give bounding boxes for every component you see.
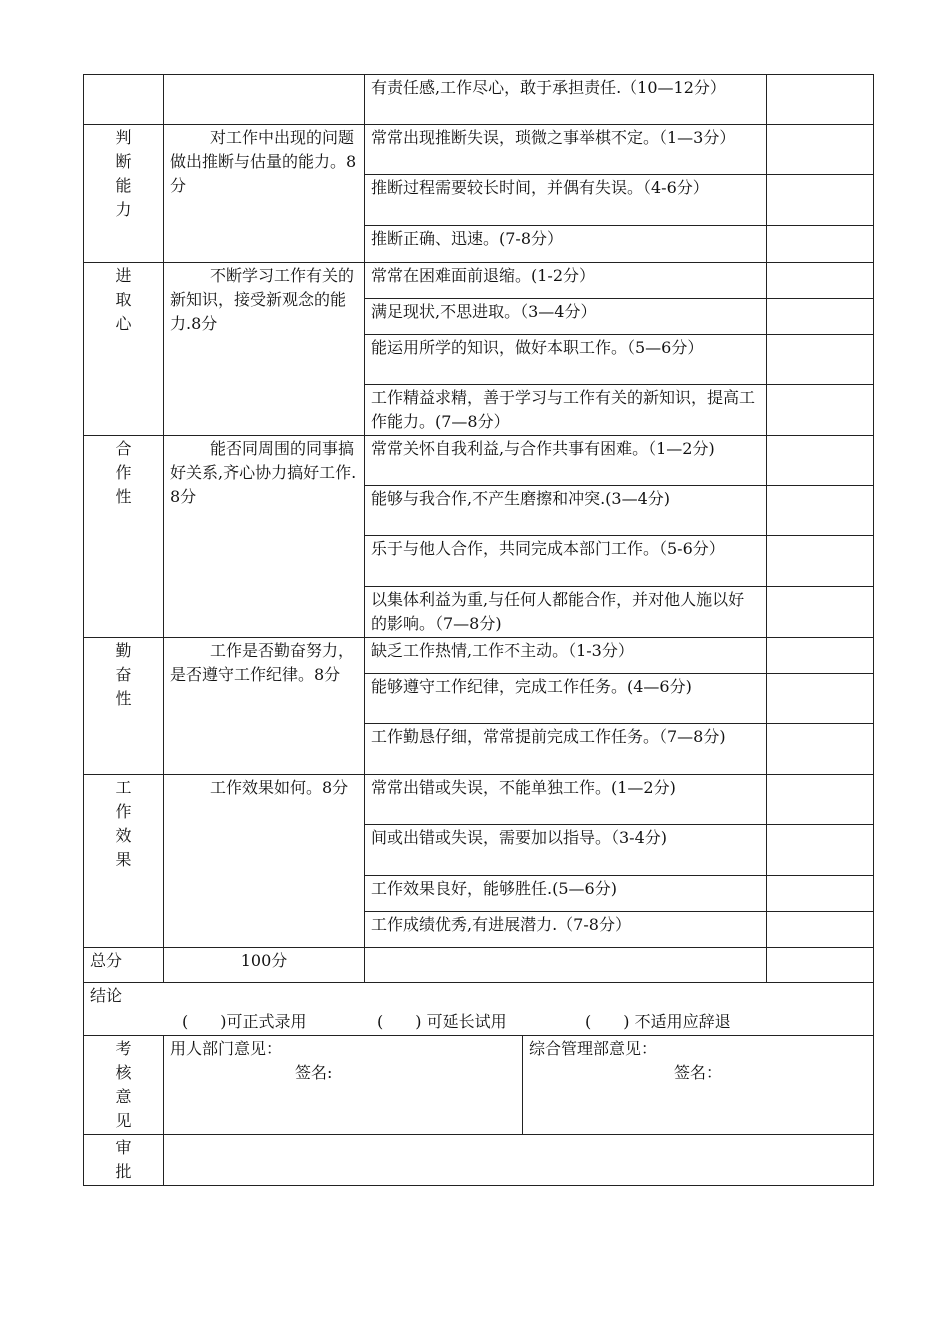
score-cell[interactable] [767, 75, 874, 125]
score-cell[interactable] [767, 536, 874, 587]
score-cell[interactable] [767, 385, 874, 436]
level-text: 能够遵守工作纪律，完成工作任务。(4—6分) [365, 674, 767, 724]
review-row [84, 1036, 874, 1135]
evaluation-table [83, 74, 874, 1186]
total-value: 100分 [164, 948, 365, 983]
table-row [84, 436, 874, 486]
total-blank-cell[interactable] [365, 948, 767, 983]
level-text: 工作勤恳仔细，常常提前完成工作任务。（7—8分) [365, 724, 767, 775]
option-dismiss[interactable]: ( ) 不适用应辞退 [585, 1012, 731, 1031]
level-text: 工作成绩优秀,有进展潜力.（7-8分） [365, 912, 767, 948]
score-cell[interactable] [767, 912, 874, 948]
score-cell[interactable] [767, 825, 874, 876]
score-cell[interactable] [767, 674, 874, 724]
admin-opinion-label: 综合管理部意见： [529, 1039, 658, 1058]
admin-opinion-cell[interactable] [523, 1036, 874, 1135]
level-text: 常常在困难面前退缩。(1-2分） [365, 263, 767, 299]
score-cell[interactable] [767, 263, 874, 299]
level-text: 推断过程需要较长时间，并偶有失误。（4-6分） [365, 175, 767, 226]
approval-label: 审 批 [84, 1135, 164, 1186]
description-effectiveness: 工作效果如何。8分 [164, 775, 365, 948]
level-text: 能运用所学的知识，做好本职工作。（5—6分） [365, 335, 767, 385]
level-text: 间或出错或失误，需要加以指导。（3-4分) [365, 825, 767, 876]
score-cell[interactable] [767, 226, 874, 263]
conclusion-cell [84, 983, 874, 1036]
category-effectiveness: 工 作 效 果 [84, 775, 164, 948]
description-judgment: 对工作中出现的问题做出推断与估量的能力。8分 [164, 125, 365, 263]
dept-signature-label: 签名: [295, 1063, 333, 1082]
table-row [84, 125, 874, 175]
level-text: 工作精益求精，善于学习与工作有关的新知识，提高工作能力。(7—8分） [365, 385, 767, 436]
level-text: 推断正确、迅速。(7-8分） [365, 226, 767, 263]
score-cell[interactable] [767, 587, 874, 638]
category-cooperation: 合 作 性 [84, 436, 164, 638]
level-text: 以集体利益为重,与任何人都能合作，并对他人施以好的影响。（7—8分) [365, 587, 767, 638]
admin-signature-label: 签名： [674, 1063, 723, 1082]
approval-row [84, 1135, 874, 1186]
score-cell[interactable] [767, 486, 874, 536]
option-extend-probation[interactable]: ( ) 可延长试用 [377, 1012, 507, 1031]
level-text: 常常出错或失误，不能单独工作。(1—2分) [365, 775, 767, 825]
score-cell[interactable] [767, 335, 874, 385]
description-diligence: 工作是否勤奋努力，是否遵守工作纪律。8分 [164, 638, 365, 775]
total-label: 总分 [84, 948, 164, 983]
score-cell[interactable] [767, 175, 874, 226]
score-cell[interactable] [767, 724, 874, 775]
level-text: 常常关怀自我利益,与合作共事有困难。（1—2分) [365, 436, 767, 486]
score-cell[interactable] [767, 436, 874, 486]
category-cell [84, 75, 164, 125]
category-judgment: 判 断 能 力 [84, 125, 164, 263]
level-text: 满足现状,不思进取。（3—4分） [365, 299, 767, 335]
total-score-cell[interactable] [767, 948, 874, 983]
level-text: 缺乏工作热情,工作不主动。（1-3分） [365, 638, 767, 674]
description-cell [164, 75, 365, 125]
conclusion-label: 结论 [90, 986, 123, 1005]
score-cell[interactable] [767, 876, 874, 912]
dept-opinion-cell[interactable] [164, 1036, 523, 1135]
table-row [84, 263, 874, 299]
level-text: 有责任感,工作尽心，敢于承担责任.（10—12分） [365, 75, 767, 125]
description-cooperation: 能否同周围的同事搞好关系,齐心协力搞好工作.8分 [164, 436, 365, 638]
score-cell[interactable] [767, 775, 874, 825]
level-text: 工作效果良好，能够胜任.(5—6分) [365, 876, 767, 912]
description-initiative: 不断学习工作有关的新知识，接受新观念的能力.8分 [164, 263, 365, 436]
score-cell[interactable] [767, 125, 874, 175]
total-row [84, 948, 874, 983]
option-formal-hire[interactable]: ( )可正式录用 [182, 1012, 307, 1031]
level-text: 乐于与他人合作，共同完成本部门工作。（5-6分） [365, 536, 767, 587]
conclusion-row [84, 983, 874, 1036]
level-text: 能够与我合作,不产生磨擦和冲突.(3—4分) [365, 486, 767, 536]
dept-opinion-label: 用人部门意见： [170, 1039, 283, 1058]
category-initiative: 进 取 心 [84, 263, 164, 436]
table-row [84, 75, 874, 125]
table-row [84, 638, 874, 674]
table-row [84, 775, 874, 825]
score-cell[interactable] [767, 638, 874, 674]
review-label: 考 核 意 见 [84, 1036, 164, 1135]
score-cell[interactable] [767, 299, 874, 335]
approval-cell[interactable] [164, 1135, 874, 1186]
category-diligence: 勤 奋 性 [84, 638, 164, 775]
level-text: 常常出现推断失误，琐微之事举棋不定。（1—3分） [365, 125, 767, 175]
